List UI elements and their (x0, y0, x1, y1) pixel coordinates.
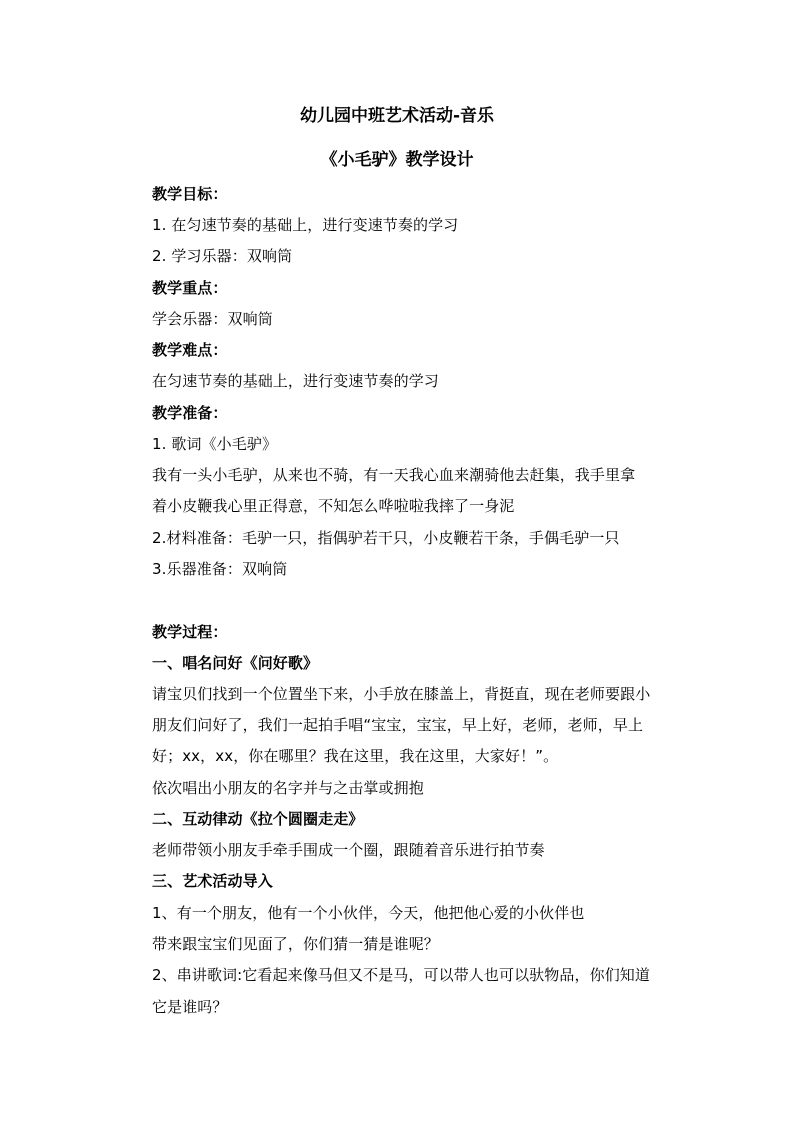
materials-text: 2.材料准备：毛驴一只，指偶驴若干只，小皮鞭若干条，手偶毛驴一只 (152, 529, 620, 547)
key-points-heading: 教学重点： (152, 279, 228, 297)
goal-item: 1. 在匀速节奏的基础上，进行变速节奏的学习 (152, 216, 459, 234)
section-heading: 三、艺术活动导入 (152, 872, 273, 890)
paragraph-line: 好；xx，xx，你在哪里？我在这里，我在这里，大家好！”。 (152, 747, 559, 765)
paragraph-line: 1、有一个朋友，他有一个小伙伴，今天，他把他心爱的小伙伴也 (152, 904, 585, 922)
paragraph-line: 它是谁吗？ (152, 998, 228, 1016)
lyrics-line: 着小皮鞭我心里正得意，不知怎么哗啦啦我摔了一身泥 (152, 497, 515, 515)
process-heading: 教学过程： (152, 623, 228, 641)
goals-heading: 教学目标： (152, 185, 228, 203)
key-points-text: 学会乐器：双响筒 (152, 310, 273, 328)
paragraph-line: 依次唱出小朋友的名字并与之击掌或拥抱 (152, 779, 424, 797)
paragraph-line: 老师带领小朋友手牵手围成一个圈，跟随着音乐进行拍节奏 (152, 841, 545, 859)
lyrics-title: 1. 歌词《小毛驴》 (152, 435, 278, 453)
paragraph-line: 请宝贝们找到一个位置坐下来，小手放在膝盖上，背挺直，现在老师要跟小 (152, 685, 651, 703)
preparation-heading: 教学准备： (152, 404, 228, 422)
section-heading: 一、唱名问好《问好歌》 (152, 654, 319, 672)
difficulty-heading: 教学难点： (152, 341, 228, 359)
paragraph-line: 带来跟宝宝们见面了，你们猜一猜是谁呢？ (152, 935, 439, 953)
paragraph-line: 2、串讲歌词:它看起来像马但又不是马，可以带人也可以驮物品，你们知道 (152, 966, 651, 984)
document-subtitle: 《小毛驴》教学设计 (320, 150, 474, 170)
section-heading: 二、互动律动《拉个圆圈走走》 (152, 810, 364, 828)
document-title: 幼儿园中班艺术活动-音乐 (299, 106, 495, 126)
lyrics-line: 我有一头小毛驴，从来也不骑，有一天我心血来潮骑他去赶集，我手里拿 (152, 466, 636, 484)
goal-item: 2. 学习乐器：双响筒 (152, 247, 293, 265)
difficulty-text: 在匀速节奏的基础上，进行变速节奏的学习 (152, 372, 439, 390)
instruments-text: 3.乐器准备：双响筒 (152, 560, 288, 578)
paragraph-line: 朋友们问好了，我们一起拍手唱“宝宝，宝宝，早上好，老师，老师，早上 (152, 716, 644, 734)
